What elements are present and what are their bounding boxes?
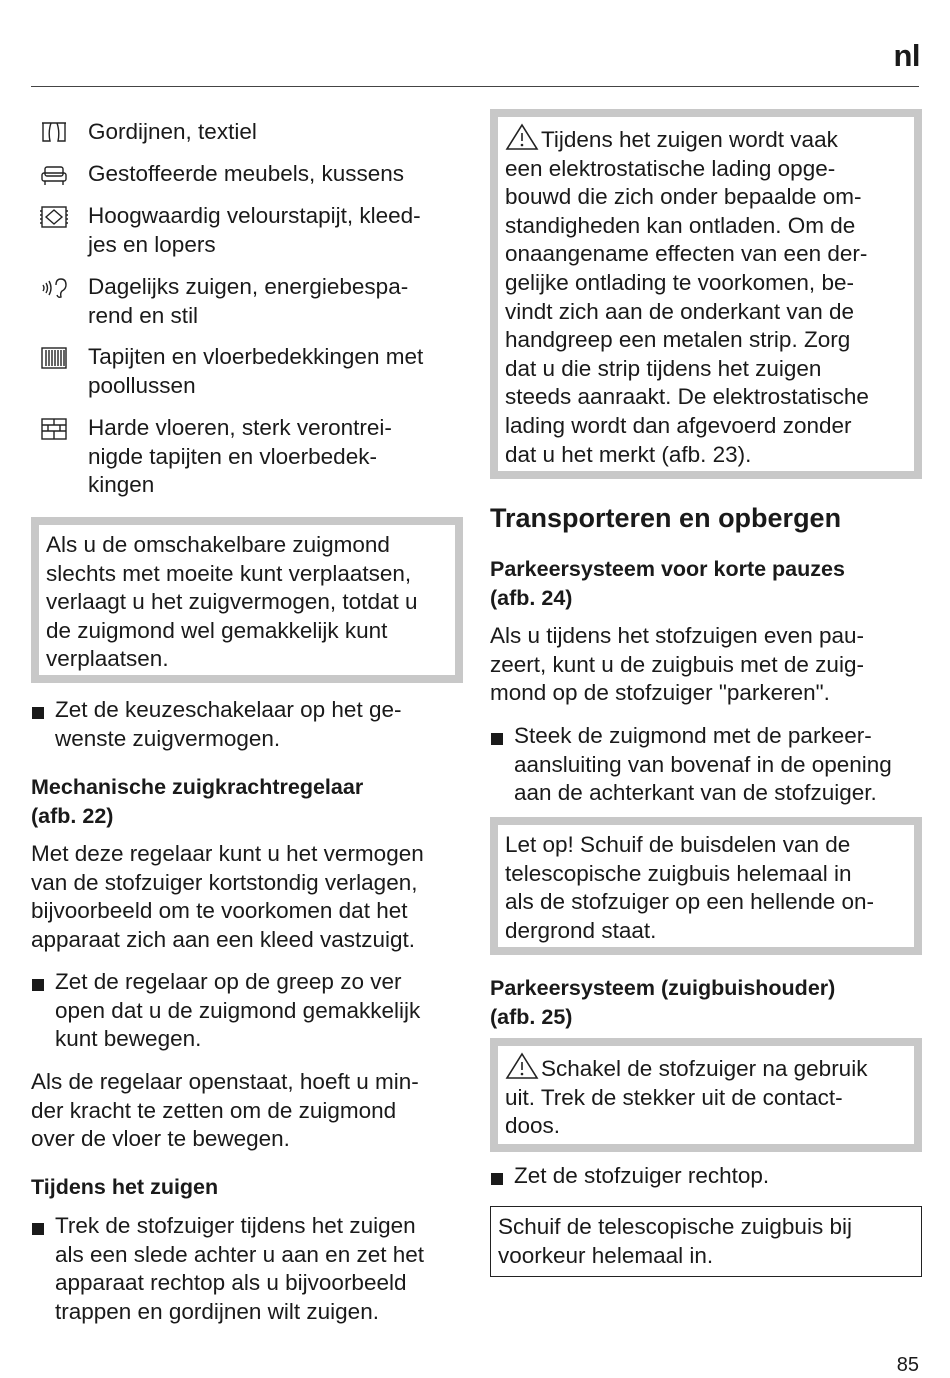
paragraph-regulator-open: Als de regelaar openstaat, hoeft u min- der kracht te zetten om de zuigmond over de vloer te bewegen. xyxy=(31,1069,419,1152)
heading-transport-storage: Transporteren en opbergen xyxy=(490,503,842,533)
warning-box-electrostatic: Tijdens het zuigen wordt vaak een elektrostatische lading opge- bouwd die zich onder bepaalde om- standigheden kan ontladen. Om de onaangename effecten van een der- gelijke ontlading te voorkomen, be- vindt zich aan de onderkant van de handgreep een metalen strip. Zorg dat u die strip tijdens het zuigen steeds aanraakt. De elektrostatische lading wordt dan afgevoerd zonder dat u het merkt (afb. 23). xyxy=(490,109,922,479)
bullet-square-icon xyxy=(32,707,44,719)
loop-pile-carpet-icon xyxy=(40,346,68,370)
note-box-suction: Als u de omschakelbare zuigmond slechts met moeite kunt verplaatsen, verlaagt u het zuigvermogen, totdat u de zuigmond wel gemakkelijk kunt verplaatsen. xyxy=(31,517,463,683)
page-number: 85 xyxy=(896,1354,919,1376)
bullet-square-icon xyxy=(491,1173,503,1185)
bullet-square-icon xyxy=(32,979,44,991)
language-code: nl xyxy=(893,38,920,73)
heading-during-vacuuming: Tijdens het zuigen xyxy=(31,1175,219,1199)
hard-floor-icon xyxy=(40,417,68,441)
velour-carpet-icon xyxy=(40,205,68,229)
note-box-telescopic: Let op! Schuif de buisdelen van de telescopische zuigbuis helemaal in als de stofzuiger op een hellende on- dergrond staat. xyxy=(490,817,922,955)
warning-triangle-icon xyxy=(505,123,539,151)
warning-box-unplug: Schakel de stofzuiger na gebruik uit. Trek de stekker uit de contact- doos. xyxy=(490,1038,922,1152)
info-box-telescopic-tube: Schuif de telescopische zuigbuis bij voorkeur helemaal in. xyxy=(490,1206,922,1277)
heading-mechanical-regulator: Mechanische zuigkrachtregelaar (afb. 22) xyxy=(31,775,364,828)
heading-parking-tube-holder: Parkeersysteem (zuigbuishouder) (afb. 25) xyxy=(490,976,836,1029)
upholstered-furniture-icon xyxy=(40,163,68,187)
paragraph-mechanical-regulator: Met deze regelaar kunt u het vermogen van de stofzuiger kortstondig verlagen, bijvoorbeeld om te voorkomen dat het apparaat zich aan een kleed vastzuigt. xyxy=(31,841,424,952)
warning-triangle-icon xyxy=(505,1052,539,1080)
quiet-energy-icon xyxy=(40,276,68,300)
curtain-icon xyxy=(40,121,68,145)
heading-parking-short-pauses: Parkeersysteem voor korte pauzes (afb. 24) xyxy=(490,557,845,610)
paragraph-parking: Als u tijdens het stofzuigen even pau- zeert, kunt u de zuigbuis met de zuig- mond op de stofzuiger "parkeren". xyxy=(490,623,864,706)
bullet-square-icon xyxy=(491,733,503,745)
bullet-square-icon xyxy=(32,1223,44,1235)
header-rule xyxy=(31,86,919,87)
